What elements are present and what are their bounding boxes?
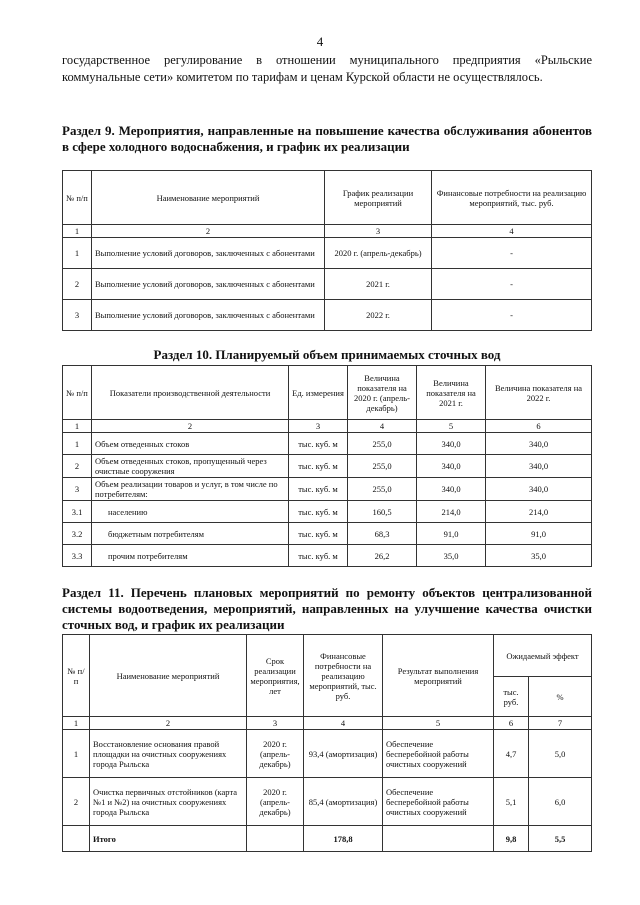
col-number: 4: [304, 717, 383, 730]
table-row: [63, 478, 592, 501]
header-cell: Ожидаемый эффект: [494, 635, 592, 677]
row-effect-rub: 4,7: [494, 730, 529, 778]
table-row: [63, 269, 592, 300]
col-number: 1: [63, 420, 92, 433]
row-unit: тыс. куб. м: [289, 523, 348, 545]
row-value-2021: 340,0: [417, 433, 486, 455]
header-cell: %: [529, 677, 592, 717]
header-cell: Наименование мероприятий: [90, 635, 247, 717]
row-value-2022: 340,0: [486, 455, 592, 478]
header-cell: № п/п: [63, 366, 92, 420]
row-schedule: 2020 г. (апрель-декабрь): [325, 238, 432, 269]
row-finance: -: [432, 300, 592, 331]
row-value-2020: 68,3: [348, 523, 417, 545]
row-value-2022: 214,0: [486, 501, 592, 523]
col-number: 1: [63, 225, 92, 238]
row-unit: тыс. куб. м: [289, 501, 348, 523]
table-row: [63, 433, 592, 455]
table-row: [63, 300, 592, 331]
section-9-table: [62, 170, 592, 331]
row-result: Обеспечение бесперебойной работы очистных сооружений: [383, 730, 494, 778]
section-11-title: Раздел 11. Перечень плановых мероприятий по ремонту объектов централизованной системы водоотведения, мероприятий, направленных на улучшение качества очистки сточных вод, и график их реализации: [62, 585, 592, 632]
col-number: 7: [529, 717, 592, 730]
section-10-table: [62, 365, 592, 567]
col-number: 6: [486, 420, 592, 433]
section-11-table: [62, 634, 592, 852]
header-cell: Наименование мероприятий: [92, 171, 325, 225]
row-name: Очистка первичных отстойников (карта №1 и №2) на очистных сооружениях города Рыльска: [90, 778, 247, 826]
row-effect-pct: 5,0: [529, 730, 592, 778]
row-finance: 85,4 (амортизация): [304, 778, 383, 826]
row-num: 3: [63, 300, 92, 331]
row-num: 1: [63, 433, 92, 455]
row-unit: тыс. куб. м: [289, 433, 348, 455]
table-row: [63, 778, 592, 826]
row-finance: -: [432, 238, 592, 269]
table-row: [63, 238, 592, 269]
page-number: 4: [316, 34, 324, 49]
col-number: 3: [247, 717, 304, 730]
row-num: 1: [63, 238, 92, 269]
section-10-title: Раздел 10. Планируемый объем принимаемых сточных вод: [153, 347, 501, 362]
header-cell: Величина показателя на 2022 г.: [486, 366, 592, 420]
col-number: 4: [348, 420, 417, 433]
section-9-title: Раздел 9. Мероприятия, направленные на повышение качества обслуживания абонентов в сфере холодного водоснабжения, и график их реализации: [62, 123, 592, 154]
row-value-2022: 340,0: [486, 433, 592, 455]
row-num: 2: [63, 778, 90, 826]
header-cell: тыс. руб.: [494, 677, 529, 717]
col-number: 5: [417, 420, 486, 433]
row-value-2021: 340,0: [417, 478, 486, 501]
col-number: 2: [92, 225, 325, 238]
header-cell: № п/п: [63, 171, 92, 225]
row-value-2022: 340,0: [486, 478, 592, 501]
row-unit: тыс. куб. м: [289, 545, 348, 567]
row-value-2020: 255,0: [348, 455, 417, 478]
row-effect-pct: 6,0: [529, 778, 592, 826]
header-cell: Срок реализации мероприятия, лет: [247, 635, 304, 717]
row-value-2020: 255,0: [348, 433, 417, 455]
row-num: 2: [63, 455, 92, 478]
row-name: Выполнение условий договоров, заключенных с абонентами: [92, 300, 325, 331]
total-finance: 178,8: [304, 826, 383, 852]
row-name: Объем реализации товаров и услуг, в том числе по потребителям:: [92, 478, 289, 501]
total-effect-pct: 5,5: [529, 826, 592, 852]
row-effect-rub: 5,1: [494, 778, 529, 826]
row-schedule: 2021 г.: [325, 269, 432, 300]
row-value-2020: 26,2: [348, 545, 417, 567]
header-cell: Финансовые потребности на реализацию мероприятий, тыс. руб.: [432, 171, 592, 225]
col-number: 2: [92, 420, 289, 433]
row-value-2021: 91,0: [417, 523, 486, 545]
row-value-2021: 340,0: [417, 455, 486, 478]
row-num: 2: [63, 269, 92, 300]
table-row: [63, 730, 592, 778]
row-schedule: 2022 г.: [325, 300, 432, 331]
table-row: [63, 545, 592, 567]
row-value-2020: 255,0: [348, 478, 417, 501]
col-number: 2: [90, 717, 247, 730]
row-result: Обеспечение бесперебойной работы очистных сооружений: [383, 778, 494, 826]
col-number: 6: [494, 717, 529, 730]
row-unit: тыс. куб. м: [289, 478, 348, 501]
total-row: [63, 826, 592, 852]
header-cell: Величина показателя на 2021 г.: [417, 366, 486, 420]
intro-paragraph: государственное регулирование в отношении муниципального предприятия «Рыльские коммунальные сети» комитетом по тарифам и ценам Курской области не осуществлялось.: [62, 53, 592, 84]
table-row: [63, 455, 592, 478]
total-label: Итого: [90, 826, 247, 852]
header-cell: Результат выполнения мероприятий: [383, 635, 494, 717]
col-number: 5: [383, 717, 494, 730]
header-cell: Показатели производственной деятельности: [92, 366, 289, 420]
row-term: 2020 г. (апрель-декабрь): [247, 778, 304, 826]
row-value-2021: 214,0: [417, 501, 486, 523]
row-num: 1: [63, 730, 90, 778]
row-num: 3.2: [63, 523, 92, 545]
col-number: 1: [63, 717, 90, 730]
row-name: Выполнение условий договоров, заключенных с абонентами: [92, 269, 325, 300]
col-number: 4: [432, 225, 592, 238]
row-finance: 93,4 (амортизация): [304, 730, 383, 778]
row-name: прочим потребителям: [92, 545, 289, 567]
col-number: 3: [289, 420, 348, 433]
col-number: 3: [325, 225, 432, 238]
row-num: 3: [63, 478, 92, 501]
row-num: 3.1: [63, 501, 92, 523]
row-name: Выполнение условий договоров, заключенных с абонентами: [92, 238, 325, 269]
header-cell: График реализации мероприятий: [325, 171, 432, 225]
row-unit: тыс. куб. м: [289, 455, 348, 478]
row-num: 3.3: [63, 545, 92, 567]
row-value-2022: 91,0: [486, 523, 592, 545]
row-term: 2020 г. (апрель-декабрь): [247, 730, 304, 778]
row-value-2020: 160,5: [348, 501, 417, 523]
table-row: [63, 501, 592, 523]
row-finance: -: [432, 269, 592, 300]
row-name: Восстановление основания правой площадки на очистных сооружениях города Рыльска: [90, 730, 247, 778]
row-name: бюджетным потребителям: [92, 523, 289, 545]
total-effect-rub: 9,8: [494, 826, 529, 852]
row-name: Объем отведенных стоков: [92, 433, 289, 455]
table-row: [63, 523, 592, 545]
header-cell: Финансовые потребности на реализацию мероприятий, тыс. руб.: [304, 635, 383, 717]
header-cell: № п/п: [63, 635, 90, 717]
row-name: населению: [92, 501, 289, 523]
header-cell: Величина показателя на 2020 г. (апрель-декабрь): [348, 366, 417, 420]
header-cell: Ед. измерения: [289, 366, 348, 420]
row-value-2022: 35,0: [486, 545, 592, 567]
row-name: Объем отведенных стоков, пропущенный через очистные сооружения: [92, 455, 289, 478]
row-value-2021: 35,0: [417, 545, 486, 567]
